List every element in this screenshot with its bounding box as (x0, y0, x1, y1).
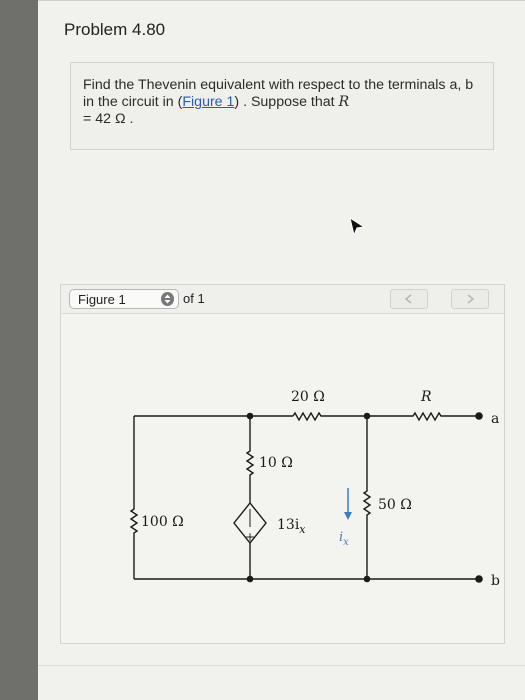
node-top-left (247, 413, 254, 420)
current-label-subscript: x (343, 537, 349, 548)
previous-figure-button[interactable] (390, 289, 428, 309)
figure-count: of 1 (183, 291, 205, 306)
statement-text-1: Find the Thevenin equivalent with respect to the terminals a, b in the circuit in ( (83, 77, 474, 110)
label-dependent-source (277, 517, 306, 536)
source-plus-sign: + (244, 530, 256, 544)
problem-statement (83, 77, 483, 128)
figure-select-value: Figure 1 (78, 292, 126, 307)
label-50-ohm: 50 Ω (378, 497, 412, 513)
mouse-cursor-icon (348, 217, 366, 237)
resistor-r (367, 413, 479, 420)
select-arrows-icon (161, 292, 174, 306)
label-10-ohm: 10 Ω (259, 455, 293, 471)
label-20-ohm: 20 Ω (291, 389, 325, 405)
resistance-variable: R (338, 94, 350, 110)
figure-select[interactable] (69, 289, 179, 309)
label-r: R (421, 389, 432, 405)
next-figure-button[interactable] (451, 289, 489, 309)
source-label-text: 13i (277, 517, 300, 533)
terminal-a-dot (475, 412, 483, 420)
problem-page (38, 0, 525, 700)
resistor-100-ohm (131, 416, 137, 579)
source-label-subscript: x (299, 523, 306, 536)
node-bottom-right (364, 576, 371, 583)
current-arrow-head (344, 512, 352, 520)
figure-link[interactable]: Figure 1 (182, 94, 235, 110)
bottom-divider (38, 665, 525, 666)
chevron-left-icon (391, 290, 427, 308)
statement-text-2: ) . Suppose that (234, 94, 339, 110)
label-terminal-a: a (491, 411, 500, 427)
resistance-value: = 42 Ω . (83, 111, 134, 127)
resistor-20-ohm (293, 413, 367, 420)
chevron-right-icon (452, 290, 488, 308)
current-label-text: i (339, 530, 344, 545)
terminal-b-dot (475, 575, 483, 583)
problem-statement-box (70, 62, 494, 150)
figure-toolbar (61, 285, 504, 314)
node-bottom-left (247, 576, 254, 583)
resistor-50-ohm (364, 416, 370, 579)
header-divider (38, 0, 525, 1)
resistor-10-ohm (247, 416, 253, 503)
label-current-ix (339, 530, 349, 548)
label-terminal-b: b (491, 573, 500, 589)
node-top-right (364, 413, 371, 420)
label-100-ohm: 100 Ω (141, 514, 184, 530)
figure-panel (60, 284, 505, 644)
circuit-diagram (61, 313, 504, 633)
problem-title: Problem 4.80 (64, 20, 166, 39)
